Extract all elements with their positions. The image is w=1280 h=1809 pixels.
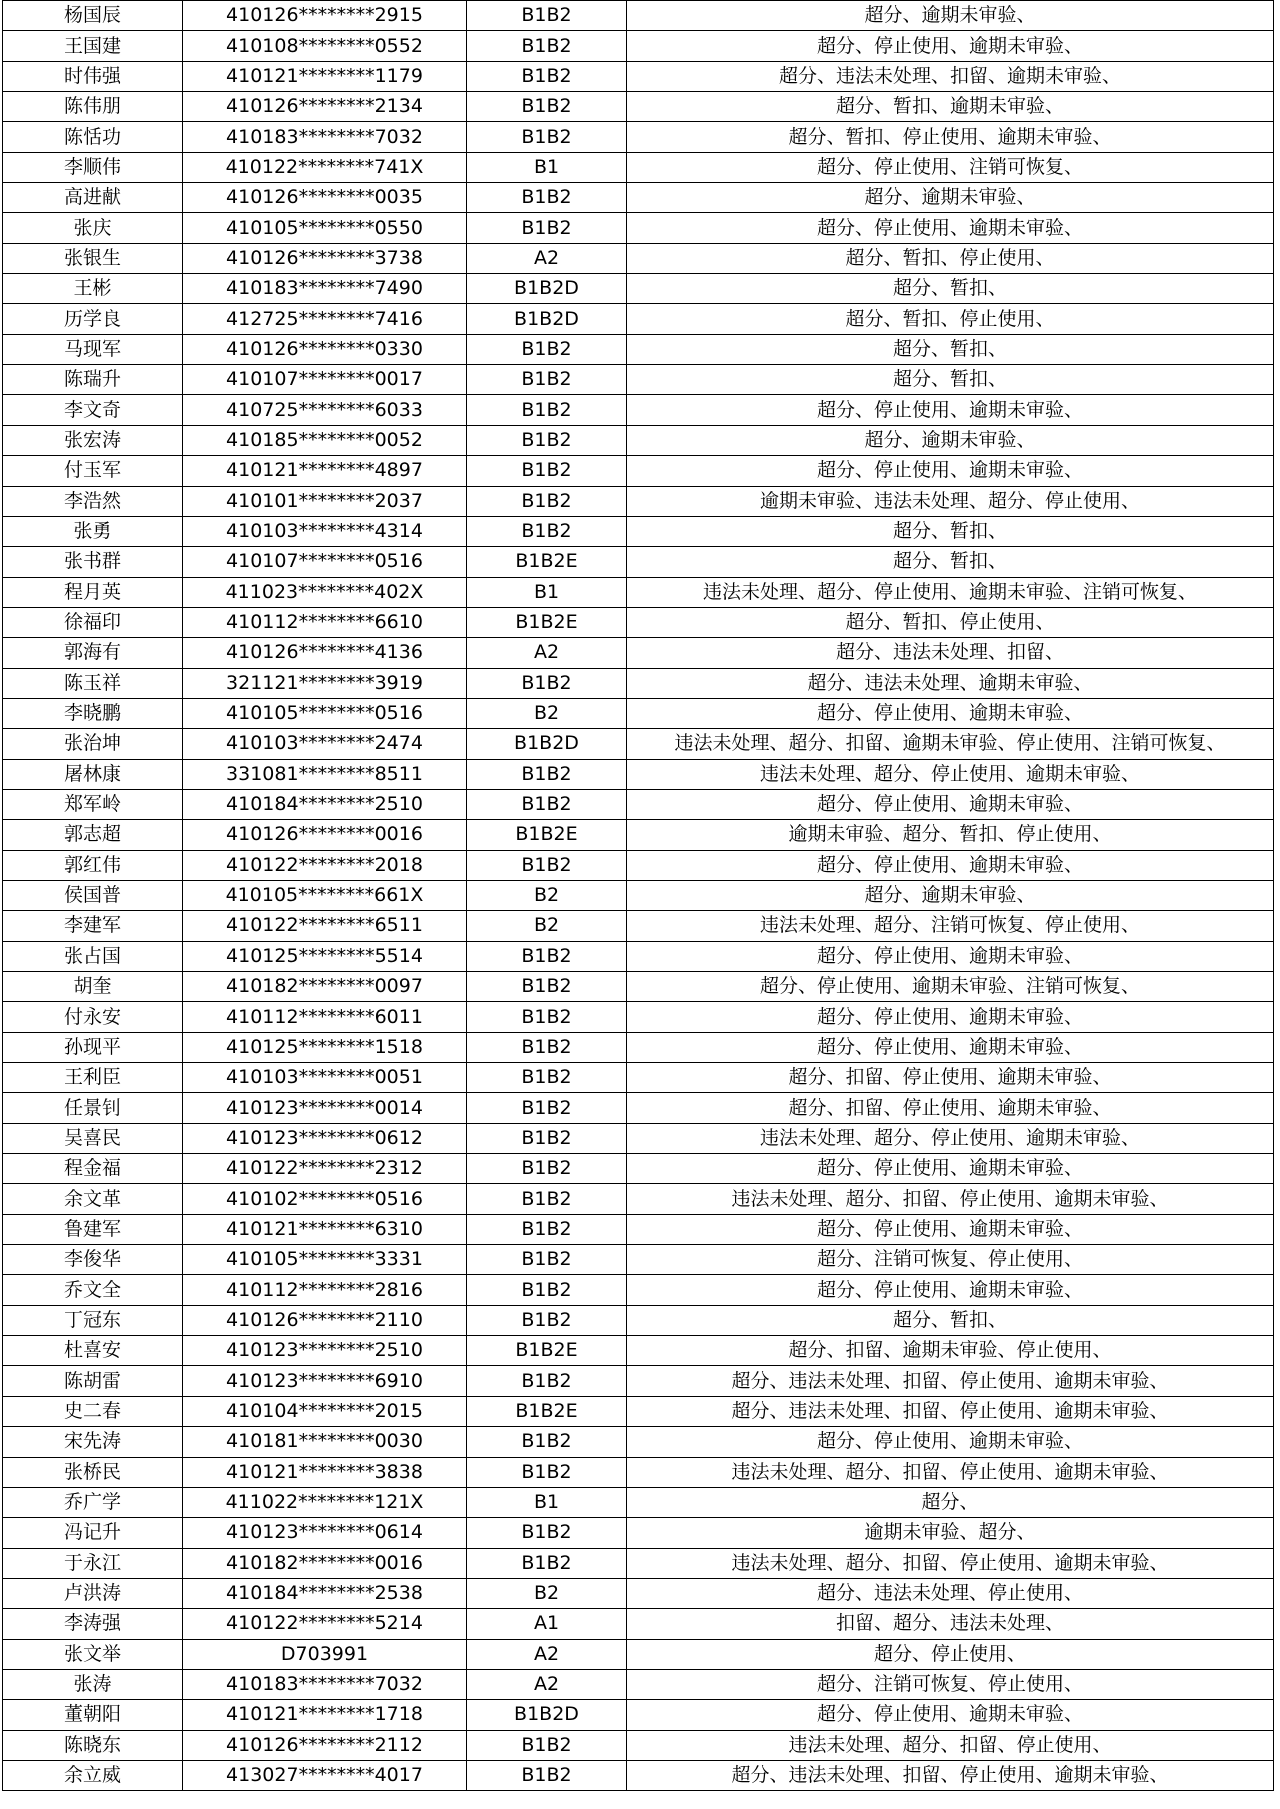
name-cell: 张书群 (3, 547, 183, 577)
status-cell: 超分、停止使用、逾期未审验、 (627, 395, 1274, 425)
id-number-cell: 410725********6033 (183, 395, 467, 425)
status-cell: 超分、停止使用、逾期未审验、 (627, 941, 1274, 971)
table-row (3, 607, 1274, 637)
name-cell: 陈胡雷 (3, 1366, 183, 1396)
id-number-cell: 410121********4897 (183, 456, 467, 486)
table-row (3, 1700, 1274, 1730)
id-number-cell: 410122********6511 (183, 911, 467, 941)
name-cell: 李涛强 (3, 1609, 183, 1639)
id-number-cell: 410103********4314 (183, 516, 467, 546)
id-number-cell: 410181********0030 (183, 1427, 467, 1457)
license-class-cell: A2 (467, 1669, 627, 1699)
name-cell: 张文举 (3, 1639, 183, 1669)
license-class-cell: B1B2 (467, 1427, 627, 1457)
id-number-cell: 410126********0016 (183, 820, 467, 850)
id-number-cell: 410105********0516 (183, 698, 467, 728)
license-class-cell: B1B2E (467, 547, 627, 577)
table-row (3, 122, 1274, 152)
table-row (3, 1214, 1274, 1244)
name-cell: 马现军 (3, 334, 183, 364)
id-number-cell: 410183********7032 (183, 122, 467, 152)
status-cell: 超分、停止使用、逾期未审验、 (627, 1002, 1274, 1032)
table-row (3, 152, 1274, 182)
table-row (3, 1396, 1274, 1426)
license-class-cell: B1B2 (467, 1518, 627, 1548)
license-status-table (2, 0, 1274, 1791)
license-class-cell: A2 (467, 243, 627, 273)
id-number-cell: 331081********8511 (183, 759, 467, 789)
name-cell: 余立威 (3, 1760, 183, 1790)
id-number-cell: 410105********0550 (183, 213, 467, 243)
table-row (3, 213, 1274, 243)
name-cell: 张宏涛 (3, 425, 183, 455)
name-cell: 李俊华 (3, 1245, 183, 1275)
license-class-cell: B1B2 (467, 972, 627, 1002)
license-class-cell: B1B2 (467, 31, 627, 61)
license-class-cell: B1B2 (467, 1275, 627, 1305)
table-row (3, 1669, 1274, 1699)
id-number-cell: 410122********741X (183, 152, 467, 182)
name-cell: 陈伟朋 (3, 92, 183, 122)
table-row (3, 820, 1274, 850)
id-number-cell: 410126********4136 (183, 638, 467, 668)
license-class-cell: B1 (467, 1487, 627, 1517)
status-cell: 超分、停止使用、逾期未审验、 (627, 1214, 1274, 1244)
id-number-cell: 321121********3919 (183, 668, 467, 698)
license-class-cell: B1B2 (467, 1245, 627, 1275)
table-row (3, 395, 1274, 425)
name-cell: 张勇 (3, 516, 183, 546)
id-number-cell: 410121********1179 (183, 61, 467, 91)
status-cell: 超分、停止使用、注销可恢复、 (627, 152, 1274, 182)
status-cell: 超分、暂扣、 (627, 274, 1274, 304)
status-cell: 超分、扣留、逾期未审验、停止使用、 (627, 1336, 1274, 1366)
id-number-cell: 410122********2018 (183, 850, 467, 880)
name-cell: 杜喜安 (3, 1336, 183, 1366)
table-row (3, 486, 1274, 516)
license-class-cell: B1B2 (467, 122, 627, 152)
table-row (3, 1245, 1274, 1275)
status-cell: 超分、扣留、停止使用、逾期未审验、 (627, 1093, 1274, 1123)
license-class-cell: B1B2 (467, 1548, 627, 1578)
id-number-cell: 410102********0516 (183, 1184, 467, 1214)
license-class-cell: B1B2 (467, 759, 627, 789)
license-class-cell: B1B2 (467, 941, 627, 971)
table-row (3, 1123, 1274, 1153)
license-class-cell: B1 (467, 152, 627, 182)
id-number-cell: 410185********0052 (183, 425, 467, 455)
license-class-cell: B1B2 (467, 1093, 627, 1123)
name-cell: 历学良 (3, 304, 183, 334)
table-row (3, 1548, 1274, 1578)
name-cell: 屠林康 (3, 759, 183, 789)
status-cell: 超分、 (627, 1487, 1274, 1517)
license-class-cell: A2 (467, 638, 627, 668)
name-cell: 冯记升 (3, 1518, 183, 1548)
status-cell: 超分、暂扣、停止使用、逾期未审验、 (627, 122, 1274, 152)
id-number-cell: 410126********2134 (183, 92, 467, 122)
license-class-cell: B1B2E (467, 820, 627, 850)
table-row (3, 1639, 1274, 1669)
license-class-cell: B1B2 (467, 213, 627, 243)
id-number-cell: D703991 (183, 1639, 467, 1669)
status-cell: 超分、违法未处理、扣留、 (627, 638, 1274, 668)
id-number-cell: 410112********6610 (183, 607, 467, 637)
id-number-cell: 410112********2816 (183, 1275, 467, 1305)
license-class-cell: B1B2 (467, 486, 627, 516)
status-cell: 超分、停止使用、逾期未审验、 (627, 1275, 1274, 1305)
status-cell: 超分、停止使用、逾期未审验、 (627, 850, 1274, 880)
status-cell: 超分、暂扣、 (627, 516, 1274, 546)
license-class-cell: B2 (467, 1578, 627, 1608)
table-row (3, 1063, 1274, 1093)
id-number-cell: 410105********3331 (183, 1245, 467, 1275)
status-cell: 超分、违法未处理、扣留、停止使用、逾期未审验、 (627, 1760, 1274, 1790)
status-cell: 违法未处理、超分、扣留、停止使用、逾期未审验、 (627, 1457, 1274, 1487)
table-row (3, 1457, 1274, 1487)
license-class-cell: B1B2D (467, 729, 627, 759)
table-row (3, 1275, 1274, 1305)
id-number-cell: 410182********0097 (183, 972, 467, 1002)
table-row (3, 1002, 1274, 1032)
id-number-cell: 411022********121X (183, 1487, 467, 1517)
id-number-cell: 410112********6011 (183, 1002, 467, 1032)
id-number-cell: 410101********2037 (183, 486, 467, 516)
id-number-cell: 410184********2538 (183, 1578, 467, 1608)
name-cell: 郭海有 (3, 638, 183, 668)
id-number-cell: 410126********0035 (183, 183, 467, 213)
status-cell: 超分、暂扣、 (627, 334, 1274, 364)
table-row (3, 880, 1274, 910)
status-cell: 超分、暂扣、逾期未审验、 (627, 92, 1274, 122)
id-number-cell: 410108********0552 (183, 31, 467, 61)
license-class-cell: B1B2 (467, 1032, 627, 1062)
name-cell: 陈瑞升 (3, 365, 183, 395)
status-cell: 超分、停止使用、逾期未审验、 (627, 1427, 1274, 1457)
status-cell: 超分、停止使用、逾期未审验、注销可恢复、 (627, 972, 1274, 1002)
name-cell: 张桥民 (3, 1457, 183, 1487)
license-class-cell: B2 (467, 911, 627, 941)
license-class-cell: B1B2E (467, 1396, 627, 1426)
status-cell: 违法未处理、超分、扣留、停止使用、 (627, 1730, 1274, 1760)
license-class-cell: B1B2 (467, 92, 627, 122)
license-class-cell: B1B2E (467, 607, 627, 637)
name-cell: 程月英 (3, 577, 183, 607)
license-class-cell: B1B2 (467, 1, 627, 31)
status-cell: 超分、逾期未审验、 (627, 880, 1274, 910)
id-number-cell: 410126********0330 (183, 334, 467, 364)
name-cell: 胡奎 (3, 972, 183, 1002)
status-cell: 超分、暂扣、 (627, 1305, 1274, 1335)
table-row (3, 183, 1274, 213)
status-cell: 超分、暂扣、停止使用、 (627, 607, 1274, 637)
license-class-cell: A1 (467, 1609, 627, 1639)
id-number-cell: 410126********2915 (183, 1, 467, 31)
table-row (3, 1366, 1274, 1396)
license-class-cell: B1B2 (467, 61, 627, 91)
name-cell: 付玉军 (3, 456, 183, 486)
table-row (3, 1032, 1274, 1062)
name-cell: 付永安 (3, 1002, 183, 1032)
license-class-cell: B1B2 (467, 789, 627, 819)
license-class-cell: B1B2 (467, 1305, 627, 1335)
status-cell: 逾期未审验、超分、暂扣、停止使用、 (627, 820, 1274, 850)
id-number-cell: 410123********0614 (183, 1518, 467, 1548)
status-cell: 超分、注销可恢复、停止使用、 (627, 1669, 1274, 1699)
license-class-cell: B1B2 (467, 1214, 627, 1244)
name-cell: 乔文全 (3, 1275, 183, 1305)
name-cell: 杨国辰 (3, 1, 183, 31)
license-class-cell: B1B2 (467, 850, 627, 880)
status-cell: 超分、暂扣、 (627, 547, 1274, 577)
status-cell: 扣留、超分、违法未处理、 (627, 1609, 1274, 1639)
id-number-cell: 410125********5514 (183, 941, 467, 971)
status-cell: 超分、停止使用、逾期未审验、 (627, 789, 1274, 819)
id-number-cell: 410183********7032 (183, 1669, 467, 1699)
status-cell: 超分、停止使用、 (627, 1639, 1274, 1669)
name-cell: 张庆 (3, 213, 183, 243)
status-cell: 逾期未审验、违法未处理、超分、停止使用、 (627, 486, 1274, 516)
name-cell: 孙现平 (3, 1032, 183, 1062)
status-cell: 超分、注销可恢复、停止使用、 (627, 1245, 1274, 1275)
name-cell: 张占国 (3, 941, 183, 971)
status-cell: 超分、扣留、停止使用、逾期未审验、 (627, 1063, 1274, 1093)
license-class-cell: B1B2 (467, 365, 627, 395)
name-cell: 郭红伟 (3, 850, 183, 880)
table-row (3, 243, 1274, 273)
table-row (3, 1093, 1274, 1123)
id-number-cell: 410107********0017 (183, 365, 467, 395)
table-row (3, 972, 1274, 1002)
id-number-cell: 412725********7416 (183, 304, 467, 334)
status-cell: 超分、暂扣、 (627, 365, 1274, 395)
name-cell: 张治坤 (3, 729, 183, 759)
table-body (3, 1, 1274, 1791)
table-row (3, 304, 1274, 334)
table-row (3, 516, 1274, 546)
status-cell: 超分、违法未处理、扣留、停止使用、逾期未审验、 (627, 1396, 1274, 1426)
license-class-cell: B1B2D (467, 1700, 627, 1730)
table-row (3, 911, 1274, 941)
license-class-cell: B1B2 (467, 668, 627, 698)
table-row (3, 547, 1274, 577)
id-number-cell: 410107********0516 (183, 547, 467, 577)
name-cell: 张涛 (3, 1669, 183, 1699)
name-cell: 鲁建军 (3, 1214, 183, 1244)
table-row (3, 941, 1274, 971)
license-class-cell: B1B2 (467, 1154, 627, 1184)
name-cell: 陈晓东 (3, 1730, 183, 1760)
name-cell: 侯国普 (3, 880, 183, 910)
id-number-cell: 410103********2474 (183, 729, 467, 759)
name-cell: 吴喜民 (3, 1123, 183, 1153)
table-row (3, 1154, 1274, 1184)
license-class-cell: B1B2 (467, 1730, 627, 1760)
id-number-cell: 410123********0612 (183, 1123, 467, 1153)
id-number-cell: 410126********2110 (183, 1305, 467, 1335)
license-class-cell: B1B2 (467, 1457, 627, 1487)
status-cell: 逾期未审验、超分、 (627, 1518, 1274, 1548)
name-cell: 郑军岭 (3, 789, 183, 819)
name-cell: 陈恬功 (3, 122, 183, 152)
table-row (3, 1578, 1274, 1608)
status-cell: 违法未处理、超分、停止使用、逾期未审验、注销可恢复、 (627, 577, 1274, 607)
table-row (3, 456, 1274, 486)
license-class-cell: B1B2 (467, 1002, 627, 1032)
table-row (3, 729, 1274, 759)
name-cell: 徐福印 (3, 607, 183, 637)
license-class-cell: B1B2D (467, 274, 627, 304)
id-number-cell: 413027********4017 (183, 1760, 467, 1790)
table-row (3, 1487, 1274, 1517)
name-cell: 高进献 (3, 183, 183, 213)
name-cell: 李文奇 (3, 395, 183, 425)
table-row (3, 850, 1274, 880)
license-class-cell: B1B2D (467, 304, 627, 334)
license-class-cell: B1B2E (467, 1336, 627, 1366)
table-row (3, 1760, 1274, 1790)
id-number-cell: 410126********3738 (183, 243, 467, 273)
name-cell: 余文革 (3, 1184, 183, 1214)
name-cell: 王利臣 (3, 1063, 183, 1093)
table-row (3, 1518, 1274, 1548)
table-row (3, 92, 1274, 122)
table-row (3, 759, 1274, 789)
id-number-cell: 410103********0051 (183, 1063, 467, 1093)
license-class-cell: B1 (467, 577, 627, 607)
status-cell: 超分、逾期未审验、 (627, 425, 1274, 455)
id-number-cell: 410182********0016 (183, 1548, 467, 1578)
license-class-cell: B1B2 (467, 456, 627, 486)
id-number-cell: 411023********402X (183, 577, 467, 607)
id-number-cell: 410184********2510 (183, 789, 467, 819)
license-class-cell: B1B2 (467, 334, 627, 364)
id-number-cell: 410121********1718 (183, 1700, 467, 1730)
name-cell: 程金福 (3, 1154, 183, 1184)
table-row (3, 365, 1274, 395)
name-cell: 李顺伟 (3, 152, 183, 182)
license-class-cell: B1B2 (467, 516, 627, 546)
name-cell: 宋先涛 (3, 1427, 183, 1457)
name-cell: 郭志超 (3, 820, 183, 850)
status-cell: 违法未处理、超分、扣留、停止使用、逾期未审验、 (627, 1548, 1274, 1578)
table-row (3, 1730, 1274, 1760)
status-cell: 超分、停止使用、逾期未审验、 (627, 213, 1274, 243)
name-cell: 陈玉祥 (3, 668, 183, 698)
table-row (3, 668, 1274, 698)
table-row (3, 1, 1274, 31)
license-class-cell: B1B2 (467, 395, 627, 425)
license-class-cell: B2 (467, 880, 627, 910)
status-cell: 超分、停止使用、逾期未审验、 (627, 456, 1274, 486)
name-cell: 丁冠东 (3, 1305, 183, 1335)
status-cell: 超分、违法未处理、逾期未审验、 (627, 668, 1274, 698)
table-row (3, 274, 1274, 304)
status-cell: 超分、停止使用、逾期未审验、 (627, 698, 1274, 728)
license-class-cell: B2 (467, 698, 627, 728)
table-row (3, 1336, 1274, 1366)
status-cell: 违法未处理、超分、扣留、逾期未审验、停止使用、注销可恢复、 (627, 729, 1274, 759)
table-row (3, 638, 1274, 668)
license-class-cell: B1B2 (467, 425, 627, 455)
id-number-cell: 410123********0014 (183, 1093, 467, 1123)
table-row (3, 61, 1274, 91)
id-number-cell: 410122********2312 (183, 1154, 467, 1184)
table-row (3, 1184, 1274, 1214)
name-cell: 李浩然 (3, 486, 183, 516)
name-cell: 李晓鹏 (3, 698, 183, 728)
status-cell: 超分、逾期未审验、 (627, 1, 1274, 31)
name-cell: 张银生 (3, 243, 183, 273)
name-cell: 李建军 (3, 911, 183, 941)
table-row (3, 425, 1274, 455)
status-cell: 违法未处理、超分、停止使用、逾期未审验、 (627, 1123, 1274, 1153)
table-row (3, 789, 1274, 819)
status-cell: 超分、停止使用、逾期未审验、 (627, 31, 1274, 61)
table-row (3, 1305, 1274, 1335)
id-number-cell: 410125********1518 (183, 1032, 467, 1062)
name-cell: 于永江 (3, 1548, 183, 1578)
name-cell: 乔广学 (3, 1487, 183, 1517)
license-class-cell: B1B2 (467, 1184, 627, 1214)
table-row (3, 1427, 1274, 1457)
license-class-cell: B1B2 (467, 1123, 627, 1153)
status-cell: 超分、停止使用、逾期未审验、 (627, 1032, 1274, 1062)
status-cell: 超分、违法未处理、扣留、逾期未审验、 (627, 61, 1274, 91)
license-class-cell: B1B2 (467, 1366, 627, 1396)
id-number-cell: 410121********3838 (183, 1457, 467, 1487)
status-cell: 超分、违法未处理、扣留、停止使用、逾期未审验、 (627, 1366, 1274, 1396)
table-row (3, 577, 1274, 607)
table-row (3, 698, 1274, 728)
status-cell: 超分、停止使用、逾期未审验、 (627, 1154, 1274, 1184)
status-cell: 违法未处理、超分、注销可恢复、停止使用、 (627, 911, 1274, 941)
status-cell: 违法未处理、超分、扣留、停止使用、逾期未审验、 (627, 1184, 1274, 1214)
license-class-cell: B1B2 (467, 1760, 627, 1790)
name-cell: 董朝阳 (3, 1700, 183, 1730)
id-number-cell: 410126********2112 (183, 1730, 467, 1760)
table-row (3, 1609, 1274, 1639)
name-cell: 时伟强 (3, 61, 183, 91)
license-class-cell: B1B2 (467, 1063, 627, 1093)
name-cell: 史二春 (3, 1396, 183, 1426)
id-number-cell: 410121********6310 (183, 1214, 467, 1244)
id-number-cell: 410104********2015 (183, 1396, 467, 1426)
table-row (3, 31, 1274, 61)
license-class-cell: A2 (467, 1639, 627, 1669)
status-cell: 超分、违法未处理、停止使用、 (627, 1578, 1274, 1608)
name-cell: 王国建 (3, 31, 183, 61)
status-cell: 超分、逾期未审验、 (627, 183, 1274, 213)
status-cell: 超分、停止使用、逾期未审验、 (627, 1700, 1274, 1730)
name-cell: 王彬 (3, 274, 183, 304)
status-cell: 超分、暂扣、停止使用、 (627, 243, 1274, 273)
id-number-cell: 410123********2510 (183, 1336, 467, 1366)
license-class-cell: B1B2 (467, 183, 627, 213)
status-cell: 违法未处理、超分、停止使用、逾期未审验、 (627, 759, 1274, 789)
id-number-cell: 410105********661X (183, 880, 467, 910)
status-cell: 超分、暂扣、停止使用、 (627, 304, 1274, 334)
name-cell: 任景钊 (3, 1093, 183, 1123)
name-cell: 卢洪涛 (3, 1578, 183, 1608)
id-number-cell: 410123********6910 (183, 1366, 467, 1396)
table-row (3, 334, 1274, 364)
id-number-cell: 410122********5214 (183, 1609, 467, 1639)
id-number-cell: 410183********7490 (183, 274, 467, 304)
